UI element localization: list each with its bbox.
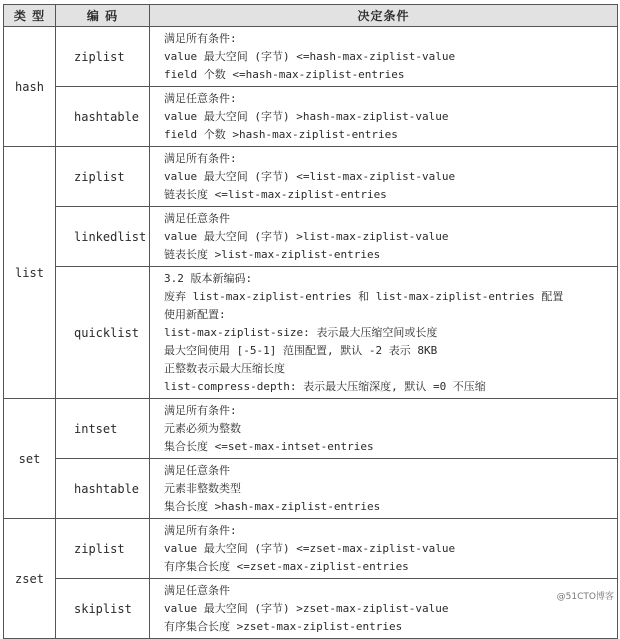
condition-line: 最大空间使用 [-5-1] 范围配置, 默认 -2 表示 8KB: [164, 344, 438, 357]
condition-line: list-max-ziplist-size: 表示最大压缩空间或长度: [164, 326, 438, 339]
encoding-cell: hashtable: [56, 459, 150, 519]
table-row: [4, 399, 618, 459]
condition-line: 废弃 list-max-ziplist-entries 和 list-max-ziplist-entries 配置: [164, 290, 564, 303]
condition-cell: [150, 87, 618, 147]
condition-cell: [150, 399, 618, 459]
type-cell: zset: [4, 519, 56, 639]
condition-line: value 最大空间 (字节) >zset-max-ziplist-value: [164, 602, 449, 615]
condition-line: value 最大空间 (字节) <=zset-max-ziplist-value: [164, 542, 456, 555]
condition-line: 满足所有条件:: [164, 32, 237, 45]
condition-line: field 个数 <=hash-max-ziplist-entries: [164, 68, 405, 81]
condition-line: 满足任意条件: [164, 464, 230, 477]
encoding-cell: ziplist: [56, 147, 150, 207]
condition-cell: [150, 459, 618, 519]
condition-line: 有序集合长度 >zset-max-ziplist-entries: [164, 620, 403, 633]
condition-line: 元素必须为整数: [164, 422, 241, 435]
condition-line: 有序集合长度 <=zset-max-ziplist-entries: [164, 560, 409, 573]
condition-cell: [150, 267, 618, 399]
condition-line: 满足所有条件:: [164, 152, 237, 165]
condition-line: list-compress-depth: 表示最大压缩深度, 默认 =0 不压缩: [164, 380, 486, 393]
condition-line: field 个数 >hash-max-ziplist-entries: [164, 128, 398, 141]
condition-cell: [150, 519, 618, 579]
condition-line: 正整数表示最大压缩长度: [164, 362, 285, 375]
condition-line: 满足所有条件:: [164, 404, 237, 417]
header-row: [4, 5, 618, 27]
table-row: [4, 519, 618, 579]
type-cell: list: [4, 147, 56, 399]
condition-line: 元素非整数类型: [164, 482, 241, 495]
condition-line: value 最大空间 (字节) >hash-max-ziplist-value: [164, 110, 449, 123]
condition-line: 使用新配置:: [164, 308, 226, 321]
encoding-cell: skiplist: [56, 579, 150, 639]
table-row: [4, 207, 618, 267]
header-encoding: 编 码: [56, 5, 150, 27]
encoding-cell: ziplist: [56, 27, 150, 87]
encoding-cell: intset: [56, 399, 150, 459]
type-cell: hash: [4, 27, 56, 147]
encoding-cell: quicklist: [56, 267, 150, 399]
type-cell: set: [4, 399, 56, 519]
condition-line: 链表长度 <=list-max-ziplist-entries: [164, 188, 387, 201]
condition-cell: [150, 579, 618, 639]
condition-line: 满足所有条件:: [164, 524, 237, 537]
condition-cell: [150, 147, 618, 207]
header-type: 类 型: [4, 5, 56, 27]
table-row: [4, 147, 618, 207]
condition-cell: [150, 27, 618, 87]
condition-line: 3.2 版本新编码:: [164, 272, 253, 285]
condition-line: 满足任意条件: [164, 212, 230, 225]
condition-line: 集合长度 >hash-max-ziplist-entries: [164, 500, 381, 513]
encoding-cell: hashtable: [56, 87, 150, 147]
table-row: [4, 459, 618, 519]
condition-line: 集合长度 <=set-max-intset-entries: [164, 440, 374, 453]
table-row: [4, 87, 618, 147]
condition-line: value 最大空间 (字节) <=hash-max-ziplist-value: [164, 50, 456, 63]
condition-line: 链表长度 >list-max-ziplist-entries: [164, 248, 381, 261]
condition-cell: [150, 207, 618, 267]
table-row: [4, 267, 618, 399]
header-condition: 决定条件: [150, 5, 618, 27]
encoding-table: [3, 4, 618, 639]
condition-line: value 最大空间 (字节) >list-max-ziplist-value: [164, 230, 449, 243]
condition-line: 满足任意条件:: [164, 92, 237, 105]
condition-line: 满足任意条件: [164, 584, 230, 597]
watermark: @51CTO博客: [556, 592, 614, 602]
encoding-cell: ziplist: [56, 519, 150, 579]
condition-line: value 最大空间 (字节) <=list-max-ziplist-value: [164, 170, 456, 183]
table-row: [4, 27, 618, 87]
table-row: [4, 579, 618, 639]
encoding-cell: linkedlist: [56, 207, 150, 267]
